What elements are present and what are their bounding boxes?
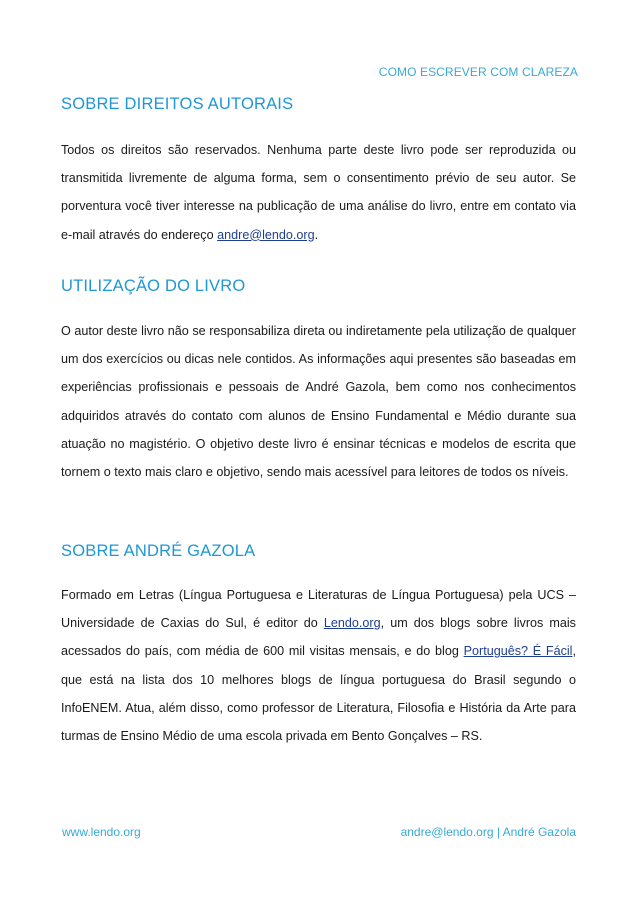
running-header: COMO ESCREVER COM CLAREZA [378, 65, 578, 79]
lendo-link[interactable]: Lendo.org [323, 616, 381, 631]
author-text-3: , que está na lista dos 10 melhores blogs de língua portuguesa do Brasil segundo o InfoENEM. Atua, além disso, como professor de Literatura, Filosofia e História da Arte para turmas de Ensino Médio de uma escola privada em Bento Gonçalves – RS. [61, 644, 576, 744]
footer-contact: andre@lendo.org | André Gazola [400, 825, 576, 839]
section-title-author: SOBRE ANDRÉ GAZOLA [61, 542, 256, 560]
section-body-copyright [61, 136, 576, 249]
footer-website: www.lendo.org [62, 825, 141, 839]
section-title-usage: UTILIZAÇÃO DO LIVRO [61, 277, 246, 295]
section-body-author [61, 581, 576, 750]
copyright-text-end: . [314, 227, 319, 242]
author-text-2: , um dos blogs sobre livros mais acessados do país, com média de 600 mil visitas mensais, e do blog [61, 616, 576, 659]
email-link[interactable]: andre@lendo.org [217, 227, 315, 242]
section-title-copyright: SOBRE DIREITOS AUTORAIS [61, 95, 294, 113]
section-body-usage: O autor deste livro não se responsabiliza direta ou indiretamente pela utilização de qualquer um dos exercícios ou dicas nele contidos. As informações aqui presentes são baseadas em experiências profissionais e pessoais de André Gazola, bem como nos conhecimentos adquiridos através do contato com alunos de Ensino Fundamental e Médio durante sua atuação no magistério. O objetivo deste livro é ensinar técnicas e modelos de escrita que tornem o texto mais claro e objetivo, sendo mais acessível para leitores de todos os níveis. [61, 324, 576, 480]
portugues-facil-link[interactable]: Português? É Fácil [463, 644, 573, 659]
copyright-text: Todos os direitos são reservados. Nenhuma parte deste livro pode ser reproduzida ou transmitida livremente de alguma forma, sem o consentimento prévio de seu autor. Se porventura você tiver interesse na publicação de uma análise do livro, entre em contato via e-mail através do endereço [61, 143, 576, 242]
author-text-1: Formado em Letras (Língua Portuguesa e Literaturas de Língua Portuguesa) pela UCS – Universidade de Caxias do Sul, é editor do [61, 588, 576, 631]
